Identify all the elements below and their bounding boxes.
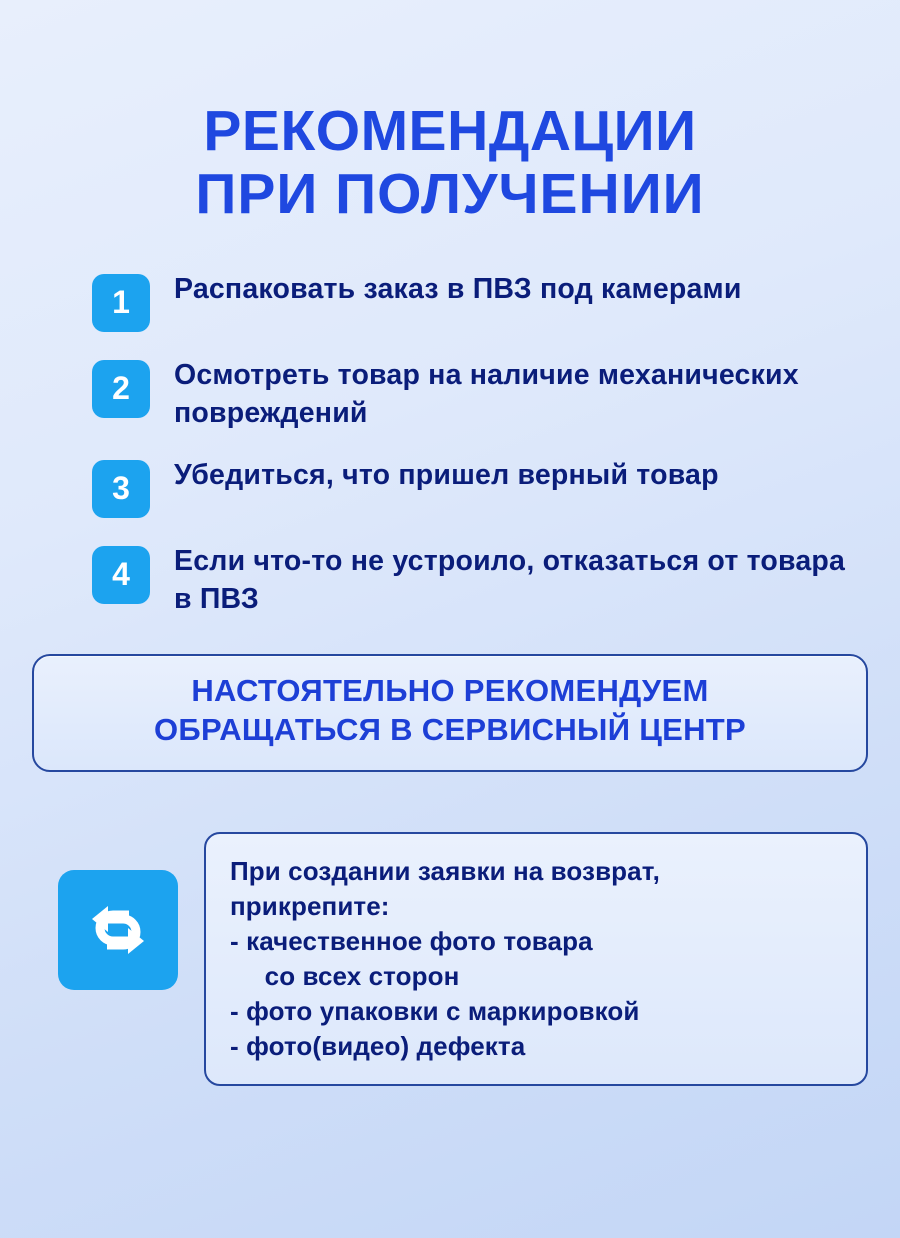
page-title [0, 38, 900, 225]
return-note-block [0, 832, 900, 1087]
refresh-return-icon [58, 870, 178, 990]
page-title-line-1: РЕКОМЕНДАЦИИ [203, 99, 697, 164]
page-title-line-2: ПРИ ПОЛУЧЕНИИ [195, 161, 705, 226]
banner-line-1: НАСТОЯТЕЛЬНО РЕКОМЕНДУЕМ [191, 673, 709, 709]
list-item [92, 542, 860, 618]
list-item [92, 270, 860, 332]
step-text: Если что-то не устроило, отказаться от товара в ПВЗ [174, 544, 846, 616]
list-item [92, 456, 860, 518]
step-number-badge: 2 [92, 360, 150, 418]
step-number-badge: 4 [92, 546, 150, 604]
note-line: прикрепите: [230, 890, 390, 921]
note-line: - фото упаковки с маркировкой [230, 996, 640, 1027]
service-center-banner [32, 654, 868, 772]
step-text: Убедиться, что пришел верный товар [174, 458, 719, 491]
poster-page [0, 38, 900, 1238]
list-item [92, 356, 860, 432]
step-text: Распаковать заказ в ПВЗ под камерами [174, 272, 742, 305]
banner-line-2: ОБРАЩАТЬСЯ В СЕРВИСНЫЙ ЦЕНТР [153, 712, 747, 748]
note-line: - качественное фото товара [230, 926, 593, 956]
note-line: со всех сторон [250, 961, 460, 992]
return-requirements-note [204, 832, 868, 1087]
step-text: Осмотреть товар на наличие механических повреждений [174, 358, 799, 429]
step-number-badge: 3 [92, 460, 150, 518]
steps-list [0, 270, 900, 619]
step-number-badge: 1 [92, 274, 150, 332]
note-line: - фото(видео) дефекта [230, 1031, 526, 1062]
note-line: При создании заявки на возврат, [230, 855, 660, 886]
